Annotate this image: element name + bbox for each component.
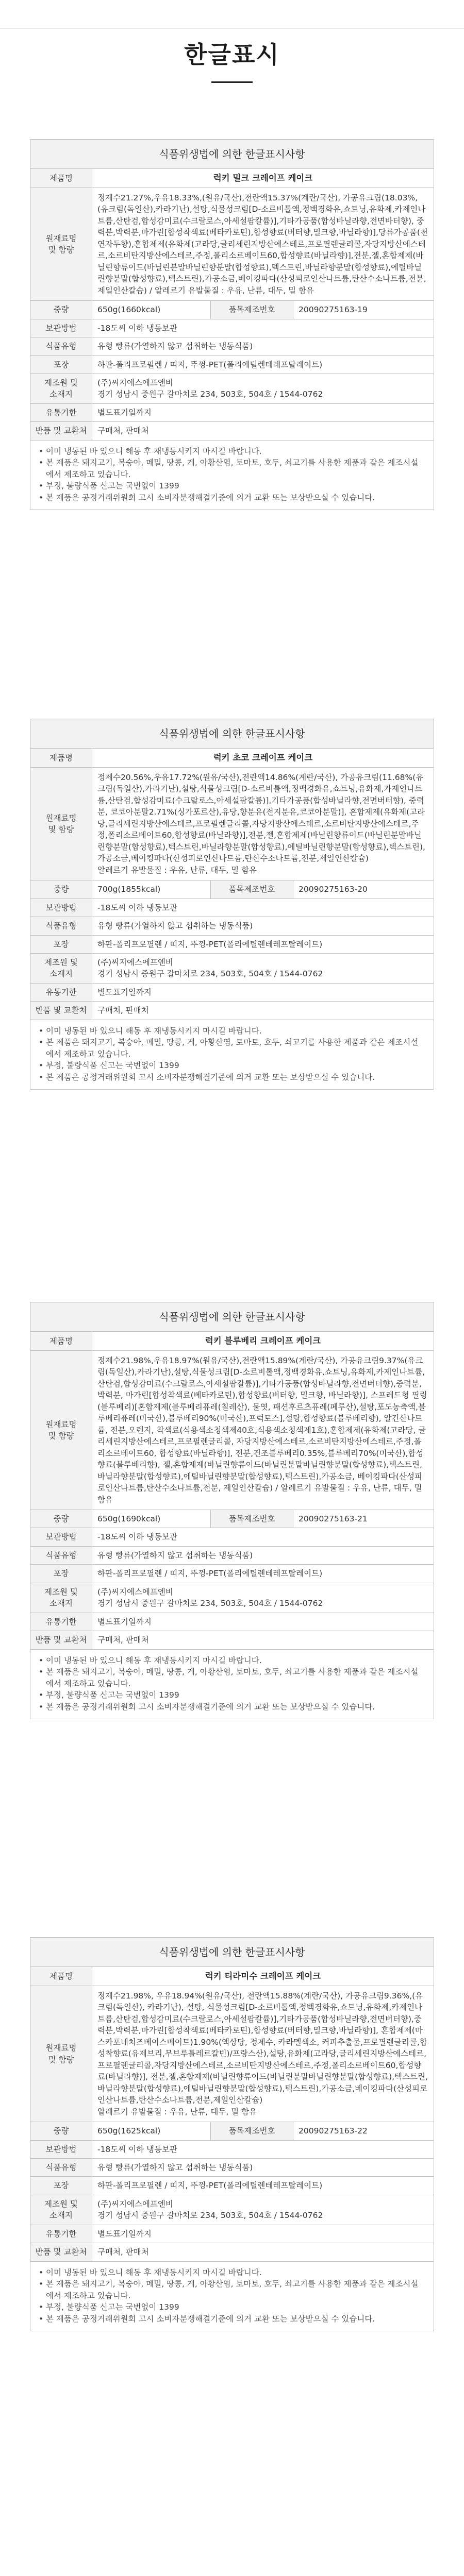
maker-address: 경기 성남시 중원구 갈마치로 234, 503호, 504호 / 1544-0762	[97, 1599, 323, 1608]
notice-item: • 이미 냉동된 바 있으니 해동 후 재냉동시키지 마시길 바랍니다.	[39, 2267, 425, 2278]
shelf-life-row	[30, 2225, 434, 2243]
returns-row	[30, 1631, 434, 1649]
packaging-label: 포장	[30, 2177, 92, 2194]
packaging-row	[30, 1565, 434, 1583]
report-no-value: 20090275163-19	[299, 305, 368, 315]
weight-value: 650g(1625kcal)	[92, 2122, 211, 2140]
notice-item: • 본 제품은 돼지고기, 복숭아, 메밀, 땅콩, 게, 아황산염, 토마토, 호두, 쇠고기를 사용한 제품과 같은 제조시설에서 제조하고 있습니다.	[39, 1666, 425, 1689]
product-name-label: 제품명	[30, 1332, 92, 1350]
maker-address: 경기 성남시 중원구 갈마치로 234, 503호, 504호 / 1544-0762	[97, 2211, 323, 2221]
product-name-value: 럭키 밀크 크레이프 케이크	[213, 173, 313, 183]
maker-label: 제조원 및 소재지	[30, 2195, 92, 2225]
storage-row	[30, 2141, 434, 2159]
food-type-row	[30, 1547, 434, 1565]
label-table	[30, 139, 434, 510]
maker-row	[30, 954, 434, 984]
returns-row	[30, 422, 434, 440]
storage-label: 보관방법	[30, 2141, 92, 2158]
ingredients-label: 원재료명 및 함량	[30, 188, 92, 300]
weight-label: 중량	[30, 2122, 92, 2140]
food-type-label: 식품유형	[30, 1547, 92, 1564]
report-no-value: 20090275163-20	[299, 885, 368, 894]
shelf-life-label: 유통기한	[30, 2225, 92, 2243]
product-name-label: 제품명	[30, 169, 92, 188]
table-header: 식품위생법에 의한 한글표시사항	[30, 1302, 434, 1332]
title-block	[0, 36, 464, 83]
storage-row	[30, 1528, 434, 1546]
packaging-row	[30, 936, 434, 954]
storage-label: 보관방법	[30, 1528, 92, 1546]
food-type-row	[30, 917, 434, 935]
report-no-label: 품목제조번호	[211, 301, 293, 318]
notice-item: • 이미 냉동된 바 있으니 해동 후 재냉동시키지 마시길 바랍니다.	[39, 1025, 425, 1037]
packaging-value: 하판-폴리프로필렌 / 띠지, 뚜껑-PET(폴리에틸렌테레프탈레이트)	[97, 939, 323, 949]
maker-name: (주)씨지에스에프엔비	[97, 2199, 173, 2209]
ingredients-value: 정제수21.27%,우유18.33%,(원유/국산),전란액15.37%(계란/국산), 가공유크림(18.03%,(유크림(독일산),카라기난),설탕,식물성크림[D-소르비톨액,정백경화유,쇼트닝,유화제,카제인나트륨,산탄검,합성감미료(수크랄로스,아세설팜칼륨)],기타가공품(합성바닐라향,전면바터향), 중력분,박력분,마가린[합성착색료(베타카로틴),합성향료(버터향,밀크향,바닐라향)],당류가공품(천연자두향),혼합제제(유화제(고라당,글리세린지방산에스테르,프로필렌글리콜,자당지방산에스테르,소르비탄지방산에스테르,주정,폴리소르베이트60,합성향료(바닐라향)],전분,젤,혼합제제(바닐린향류이드(바닐린분말바닐린향분말(합성향료),텍스트린,바닐라향분말(합성향료),에틸바닐린향분말(합성향료),텍스트린),가공소금,베이킹파다(산성피로인산나트륨,탄산수소나트륨,전분,제일인산칼슘) / 알레르기 유발물질 : 우유, 난류, 대두, 밀 함유	[97, 193, 428, 295]
storage-value: -18도씨 이하 냉동보관	[97, 2144, 177, 2154]
report-no-label: 품목제조번호	[211, 2122, 293, 2140]
notice-item: • 본 제품은 공정거래위원회 고시 소비자분쟁해결기준에 의거 교환 또는 보상받으실 수 있습니다.	[39, 492, 425, 503]
weight-row	[30, 2122, 434, 2140]
notice-item: • 이미 냉동된 바 있으니 해동 후 재냉동시키지 마시길 바랍니다.	[39, 1655, 425, 1666]
maker-name: (주)씨지에스에프엔비	[97, 1587, 173, 1597]
product-name-row	[30, 1332, 434, 1351]
food-type-value: 유형 빵류(가열하지 않고 섭취하는 냉동식품)	[97, 921, 253, 931]
product-name-label: 제품명	[30, 749, 92, 767]
weight-value: 700g(1855kcal)	[92, 880, 211, 898]
maker-name: (주)씨지에스에프엔비	[97, 378, 173, 388]
food-type-row	[30, 337, 434, 355]
food-type-value: 유형 빵류(가열하지 않고 섭취하는 냉동식품)	[97, 1550, 253, 1560]
storage-value: -18도씨 이하 냉동보관	[97, 1532, 177, 1542]
ingredients-value: 정제수20.56%,우유17.72%(원유/국산),전란액14.86%(계란/국산), 가공유크림(11.68%(유크림(독일산),카라기난),설탕,식물성크림[D-소르비톨액,정백경화유,쇼트닝,유화제,카제인나트륨,산탄검,합성감미료(수크랄로스,아세설팜칼륨)],기타가공품(합성바닐라향,전면버터향), 중력분, 코코아분말2.71%(싱가포르산),유당,향분유(전지분유,코코아분말)], 혼합제제(유화제(고라당,글리세린지방산에스테르,프로필렌글리콜,자당지방산에스테르,소르비탄지방산에스테르,주정,폴리소르베이트60,합성향료(바닐라향)],전분,젤,혼합제제(바닐린향류이드(바닐린분말바닐린향분말(합성향료),텍스트린,바닐라향분말(합성향료),에틸바닐린향분말(합성향료),텍스트린),가공소금,베이킹파다(산성피로인산나트륨,탄산수소나트륨,전분,제일인산칼슘) 알레르기 유발물질 : 우유, 난류, 대두, 밀 함유	[97, 772, 425, 875]
storage-label: 보관방법	[30, 899, 92, 917]
shelf-life-value: 별도표기일까지	[97, 2229, 152, 2239]
storage-label: 보관방법	[30, 319, 92, 337]
maker-row	[30, 374, 434, 404]
packaging-value: 하판-폴리프로필렌 / 띠지, 뚜껑-PET(폴리에틸렌테레프탈레이트)	[97, 1569, 323, 1579]
notice-item: • 부정, 불량식품 신고는 국번없이 1399	[39, 2301, 425, 2313]
returns-value: 구매처, 판매처	[97, 1006, 149, 1015]
food-type-label: 식품유형	[30, 337, 92, 355]
notice-item: • 본 제품은 돼지고기, 복숭아, 메밀, 땅콩, 게, 아황산염, 토마토, 호두, 쇠고기를 사용한 제품과 같은 제조시설에서 제조하고 있습니다.	[39, 1037, 425, 1060]
notice-list	[30, 440, 434, 510]
ingredients-value: 정제수21.98%, 우유18.94%(원유/국산), 전란액15.88%(계란/국산), 가공유크림9.36%,(유크림(독일산), 카라기난), 설탕, 식물성크림[D-소르비톨액,정백경화유,쇼트닝,유화제,카제인나트륨,산탄검,합성감미료(수크랄로스,아세설팜칼륨)],기타가공품(합성바닐라향,전면버터향),중력분,박력분,마가린[합성착색료(베타카로틴),합성향료(버터향,밀크향,바닐라향)], 혼합제제(마스카포네치즈베이스메이트)1.90%(액상당, 정제수, 카라멜색소, 커피추출물,프로필렌글리콜,합성착향료(유제브리,무브루틀레르칼빈)/프랑스산),설탕,유화제(고라당,글리세린지방산에스테르,프로필렌글리콜,자당지방산에스테르,소르비탄지방산에스테르,주정,폴리소르베이트60,합성향료(바닐라향)], 전분,젤,혼합제제(바닐린향류이드(바닐린분말바닐린향분말(합성향료),텍스트린,바닐라향분말(합성향료),에틸바닐린향분말(합성향료),텍스트린),가공소금,베이킹파다(산성피로인산나트륨,탄산수소나트륨,전분,제일인산칼슘) 알레르기 유발물질 : 우유, 난류, 대두, 밀 함유	[97, 1991, 428, 2116]
top-divider	[0, 28, 464, 29]
maker-row	[30, 1583, 434, 1613]
weight-value: 650g(1660kcal)	[92, 301, 211, 318]
weight-value: 650g(1690kcal)	[92, 1510, 211, 1528]
ingredients-row	[30, 1351, 434, 1510]
ingredients-label: 원재료명 및 함량	[30, 1351, 92, 1510]
shelf-life-value: 별도표기일까지	[97, 1617, 152, 1626]
packaging-row	[30, 2177, 434, 2195]
label-table	[30, 1937, 434, 2331]
product-name-value: 럭키 티라미수 크레이프 케이크	[205, 1971, 321, 1981]
product-name-value: 럭키 초코 크레이프 케이크	[213, 753, 313, 762]
maker-label: 제조원 및 소재지	[30, 1583, 92, 1613]
notice-list	[30, 1020, 434, 1089]
weight-row	[30, 880, 434, 899]
weight-label: 중량	[30, 1510, 92, 1528]
food-type-value: 유형 빵류(가열하지 않고 섭취하는 냉동식품)	[97, 2163, 253, 2173]
product-name-value: 럭키 블루베리 크레이프 케이크	[205, 1336, 321, 1346]
packaging-row	[30, 356, 434, 374]
shelf-life-row	[30, 984, 434, 1002]
packaging-value: 하판-폴리프로필렌 / 띠지, 뚜껑-PET(폴리에틸렌테레프탈레이트)	[97, 360, 323, 369]
product-name-row	[30, 1967, 434, 1986]
returns-label: 반품 및 교환처	[30, 422, 92, 439]
ingredients-label: 원재료명 및 함량	[30, 768, 92, 880]
ingredients-row	[30, 1986, 434, 2122]
shelf-life-row	[30, 404, 434, 422]
page-title: 한글표시	[184, 41, 280, 69]
report-no-label: 품목제조번호	[211, 1510, 293, 1528]
maker-row	[30, 2195, 434, 2225]
notice-item: • 이미 냉동된 바 있으니 해동 후 재냉동시키지 마시길 바랍니다.	[39, 446, 425, 457]
storage-value: -18도씨 이하 냉동보관	[97, 323, 177, 333]
notice-item: • 부정, 불량식품 신고는 국번없이 1399	[39, 480, 425, 492]
maker-label: 제조원 및 소재지	[30, 374, 92, 403]
report-no-label: 품목제조번호	[211, 880, 293, 898]
title-underline	[211, 81, 253, 83]
returns-value: 구매처, 판매처	[97, 426, 149, 436]
shelf-life-label: 유통기한	[30, 1613, 92, 1631]
packaging-label: 포장	[30, 356, 92, 374]
notice-item: • 본 제품은 공정거래위원회 고시 소비자분쟁해결기준에 의거 교환 또는 보상받으실 수 있습니다.	[39, 1072, 425, 1083]
ingredients-label: 원재료명 및 함량	[30, 1986, 92, 2122]
notice-item: • 본 제품은 돼지고기, 복숭아, 메밀, 땅콩, 게, 아황산염, 토마토, 호두, 쇠고기를 사용한 제품과 같은 제조시설에서 제조하고 있습니다.	[39, 2278, 425, 2301]
shelf-life-label: 유통기한	[30, 984, 92, 1001]
notice-list	[30, 1650, 434, 1719]
maker-address: 경기 성남시 중원구 갈마치로 234, 503호, 504호 / 1544-0762	[97, 969, 323, 979]
notice-item: • 본 제품은 공정거래위원회 고시 소비자분쟁해결기준에 의거 교환 또는 보상받으실 수 있습니다.	[39, 1701, 425, 1713]
weight-label: 중량	[30, 301, 92, 318]
storage-value: -18도씨 이하 냉동보관	[97, 903, 177, 912]
storage-row	[30, 319, 434, 337]
ingredients-value: 정제수21.98%,우유18.97%(원유/국산),전란액15.89%(계란/국산), 가공유크림9.37%(유크림(독일산),카라기난),설탕,식물성크림[D-소르비톨액,정백경화유,쇼트닝,유화제,카제인나트륨,산탄검,합성감미료(수크랄로스,아세설팜칼륨)],기타가공품(합성바닐라향,전면버터향),중력분, 박력분, 마가린[합성착색료(베타카로틴),합성향료(버터향, 밀크향, 바닐라향)], 스프레드형 필링(블루베리)[혼합제제(블루베리퓨레(칠레산), 물엿, 패션후르츠퓨레(페루산),설탕,포도농축액,블루베리퓨레(미국산),블루베리90%(미국산),프럭토스],설탕,합성향료(블루베리향), 알긴산나트륨, 전분,오렌지, 착색료(식용색소청색제40호,식용색소청색제1호),혼합제제(유화제(고라당, 글리세린지방산에스테르,프로필렌글리콜, 자당지방산에스테르,소르비탄지방산에스테르,주정,폴리소르베이트60, 합성향료(바닐라향)], 전분,건조블루베리0.35%,블루베리70%(미국산),합성향료(블루베리향), 젤,혼합제제(바닐린향류이드(바닐린분말바닐린향분말(합성향료),텍스트린,바닐라향분말(합성향료),에틸바닐린향분말(합성향료),텍스트린),가공소금, 베이킹파다(산성피로인산나트륨,탄산수소나트륨,전분, 제일인산칼슘) / 알레르기 유발물질 : 우유, 난류, 대두, 밀 함유	[97, 1355, 427, 1504]
maker-value	[92, 374, 434, 403]
maker-value	[92, 954, 434, 983]
ingredients-row	[30, 188, 434, 301]
notice-item: • 본 제품은 공정거래위원회 고시 소비자분쟁해결기준에 의거 교환 또는 보상받으실 수 있습니다.	[39, 2313, 425, 2325]
notice-item: • 부정, 불량식품 신고는 국번없이 1399	[39, 1689, 425, 1701]
table-header: 식품위생법에 의한 한글표시사항	[30, 140, 434, 169]
returns-label: 반품 및 교환처	[30, 1002, 92, 1019]
weight-row	[30, 1510, 434, 1528]
returns-row	[30, 1002, 434, 1020]
maker-value	[92, 2195, 434, 2225]
shelf-life-label: 유통기한	[30, 404, 92, 421]
maker-label: 제조원 및 소재지	[30, 954, 92, 983]
food-type-value: 유형 빵류(가열하지 않고 섭취하는 냉동식품)	[97, 342, 253, 351]
packaging-value: 하판-폴리프로필렌 / 띠지, 뚜껑-PET(폴리에틸렌테레프탈레이트)	[97, 2181, 323, 2191]
notice-list	[30, 2262, 434, 2331]
returns-row	[30, 2243, 434, 2261]
label-table	[30, 719, 434, 1090]
packaging-label: 포장	[30, 936, 92, 953]
food-type-label: 식품유형	[30, 2159, 92, 2176]
product-name-row	[30, 749, 434, 768]
notice-item: • 본 제품은 돼지고기, 복숭아, 메밀, 땅콩, 게, 아황산염, 토마토, 호두, 쇠고기를 사용한 제품과 같은 제조시설에서 제조하고 있습니다.	[39, 457, 425, 480]
returns-value: 구매처, 판매처	[97, 2247, 149, 2257]
table-header: 식품위생법에 의한 한글표시사항	[30, 1938, 434, 1967]
product-name-row	[30, 169, 434, 188]
maker-value	[92, 1583, 434, 1613]
returns-label: 반품 및 교환처	[30, 1631, 92, 1649]
maker-name: (주)씨지에스에프엔비	[97, 958, 173, 968]
shelf-life-row	[30, 1613, 434, 1631]
weight-row	[30, 301, 434, 319]
shelf-life-value: 별도표기일까지	[97, 987, 152, 997]
product-name-label: 제품명	[30, 1967, 92, 1986]
returns-value: 구매처, 판매처	[97, 1635, 149, 1645]
report-no-value: 20090275163-22	[299, 2126, 368, 2136]
packaging-label: 포장	[30, 1565, 92, 1582]
maker-address: 경기 성남시 중원구 갈마치로 234, 503호, 504호 / 1544-0762	[97, 389, 323, 399]
storage-row	[30, 899, 434, 917]
ingredients-row	[30, 768, 434, 880]
food-type-label: 식품유형	[30, 917, 92, 935]
returns-label: 반품 및 교환처	[30, 2243, 92, 2261]
notice-item: • 부정, 불량식품 신고는 국번없이 1399	[39, 1060, 425, 1071]
shelf-life-value: 별도표기일까지	[97, 408, 152, 417]
food-type-row	[30, 2159, 434, 2177]
report-no-value: 20090275163-21	[299, 1514, 368, 1524]
label-table	[30, 1302, 434, 1719]
table-header: 식품위생법에 의한 한글표시사항	[30, 719, 434, 749]
weight-label: 중량	[30, 880, 92, 898]
